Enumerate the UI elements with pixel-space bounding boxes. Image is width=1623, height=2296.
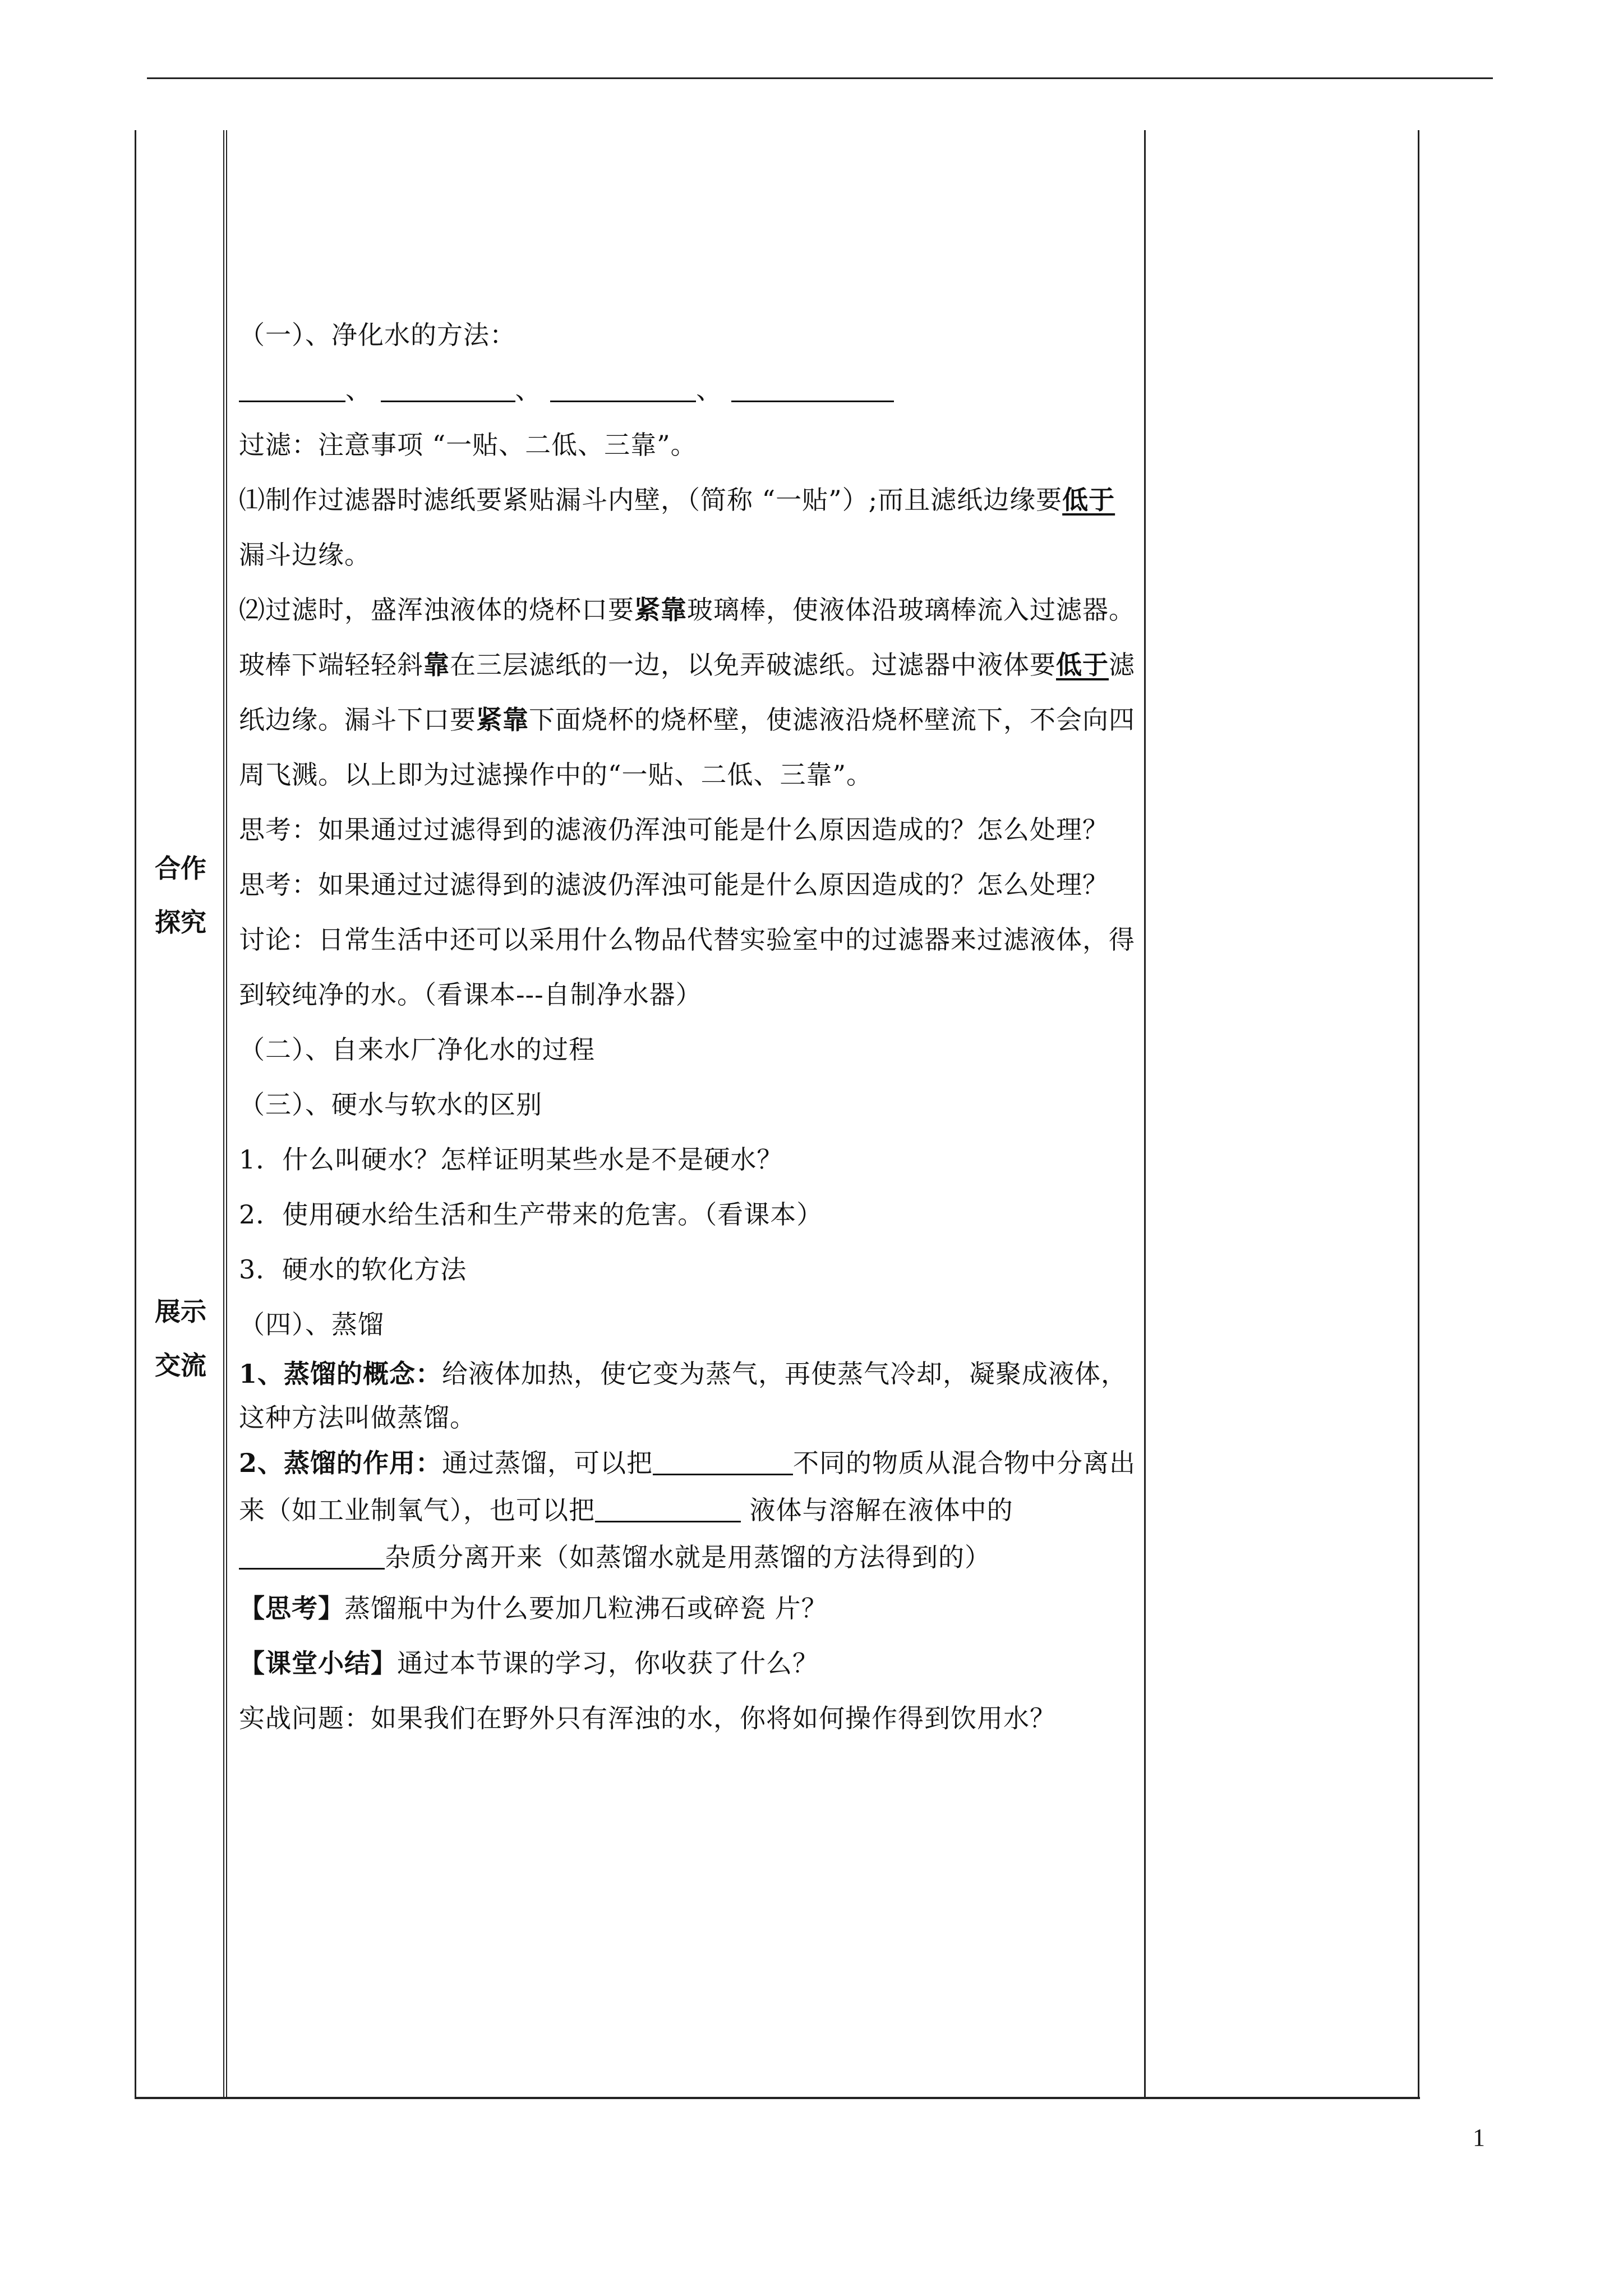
separator: 、 [515,375,542,405]
table-divider-label [223,130,227,2098]
fill-blank[interactable] [653,1451,793,1475]
text: ⑵过滤时，盛浑浊液体的烧杯口要 [239,595,634,625]
table-bottom-border [135,2097,1420,2099]
label-line: 合作 [155,853,206,884]
fill-blank[interactable] [381,378,515,402]
text: 给液体加热，使它变为蒸气，再使蒸气冷却，凝聚成液体，这种方法叫做蒸馏。 [239,1359,1128,1433]
filter-point-1 [239,472,1136,582]
blank-line-methods [239,362,1136,417]
text: 玻璃棒，使液体沿玻璃棒流入过滤器。玻棒下端轻轻斜 [239,595,1135,680]
text: 通过本节课的学习，你收获了什么？ [397,1648,819,1678]
section-label-cooperate [136,841,225,949]
heading-water-purification: （一）、净化水的方法： [239,320,516,350]
lesson-content [239,307,1136,1746]
label-line: 交流 [155,1350,206,1381]
label: 1、蒸馏的概念： [239,1359,442,1389]
text: ⑴制作过滤器时滤纸要紧贴漏斗内壁，（简称 “一贴”）;而且滤纸边 [239,485,1010,515]
text: 通过蒸馏，可以把 [442,1448,653,1478]
text: 蒸馏瓶中为什么要加几粒沸石或碎瓷 片？ [344,1593,828,1623]
section-label-display [136,1285,225,1392]
distillation-concept [239,1352,1136,1439]
emphasis: 紧靠 [476,705,529,735]
think-question-1: 思考：如果通过过滤得到的滤液仍浑浊可能是什么原因造成的？怎么处理？ [239,815,1109,845]
text: 杂质分离开来（如蒸馏水就是用蒸馏的方法得到的） [385,1542,991,1572]
emphasis: 靠 [423,650,450,680]
label: 【课堂小结】 [239,1648,397,1678]
fill-blank[interactable] [731,378,894,402]
emphasis: 低于 [1062,485,1115,515]
separator: 、 [345,375,372,405]
emphasis: 紧靠 [634,595,687,625]
fill-blank[interactable] [239,378,345,402]
page-number: 1 [1473,2124,1485,2151]
label-line: 展示 [155,1296,206,1327]
text: 缘要 [1009,485,1063,515]
text: 下面烧杯的烧杯壁，使滤液沿烧杯壁流下，不会向四周飞溅。以上即为过滤操作中的“一贴、二低、三靠”。 [239,705,1135,790]
table-left-border [135,130,136,2098]
header-rule [147,77,1493,79]
distillation-purpose [239,1439,1136,1581]
text: 滤纸边缘。漏斗下口要 [239,650,1135,735]
label: 【思考】 [239,1593,344,1623]
filter-point-2 [239,582,1136,802]
text: 液体与溶解在液体中的 [741,1495,1013,1525]
think-question-2: 思考：如果通过过滤得到的滤波仍浑浊可能是什么原因造成的？怎么处理？ [239,869,1109,900]
emphasis: 低于 [1056,650,1109,680]
heading-distillation: （四）、蒸馏 [239,1309,384,1340]
label-line: 探究 [155,907,206,937]
fill-blank[interactable] [239,1545,385,1570]
label: 2、蒸馏的作用： [239,1448,442,1478]
text: 漏斗边缘。 [239,540,371,570]
text: 不同的物质从混合物中分离出来（如工业制氧气），也可以把 [239,1448,1136,1525]
think-question-3 [239,1581,1136,1636]
fill-blank[interactable] [550,378,696,402]
filter-title: 过滤：注意事项 “一贴、二低、三靠”。 [239,430,697,460]
hard-water-q2: 2．使用硬水给生活和生产带来的危害。（看课本） [239,1199,823,1230]
practice-question: 实战问题：如果我们在野外只有浑浊的水，你将如何操作得到饮用水？ [239,1703,1056,1733]
table-right-border [1418,130,1419,2098]
separator: 、 [696,375,723,405]
discussion: 讨论：日常生活中还可以采用什么物品代替实验室中的过滤器来过滤液体，得到较纯净的水。（看课本---自制净水器） [239,924,1135,1010]
fill-blank[interactable] [595,1498,741,1522]
hard-water-q3: 3．硬水的软化方法 [239,1254,467,1285]
heading-waterworks: （二）、自来水厂净化水的过程 [239,1034,595,1065]
heading-hard-soft-water: （三）、硬水与软水的区别 [239,1089,542,1120]
hard-water-q1: 1．什么叫硬水？怎样证明某些水是不是硬水？ [239,1144,783,1175]
text: 在三层滤纸的一边，以免弄破滤纸。过滤器中液体要 [450,650,1056,680]
class-summary [239,1636,1136,1691]
table-divider-content [1144,130,1146,2098]
